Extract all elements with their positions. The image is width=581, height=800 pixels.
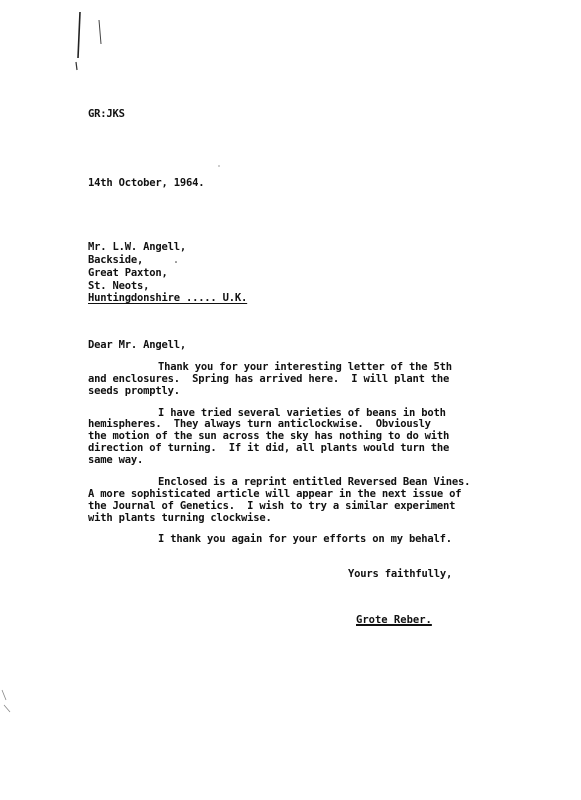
address-line: Mr. L.W. Angell, <box>88 241 186 253</box>
paragraph-line: A more sophisticated article will appear in the next issue of <box>88 488 462 500</box>
paragraph-line: same way. <box>88 454 144 466</box>
scan-mark-tail <box>76 62 77 70</box>
signature: Grote Reber. <box>356 614 432 626</box>
address-line: St. Neots, <box>88 280 150 292</box>
address-line: Huntingdonshire ..... U.K. <box>88 292 248 304</box>
paragraph-line: the motion of the sun across the sky has nothing to do with <box>88 430 450 442</box>
scan-mark-tick <box>99 20 101 44</box>
paragraph-line: Thank you for your interesting letter of the 5th <box>158 361 452 373</box>
scan-mark-left-edge <box>2 690 10 712</box>
scan-mark-top-left <box>78 12 80 58</box>
scan-speck <box>218 165 219 166</box>
paragraph-line: and enclosures. Spring has arrived here. I will plant the <box>88 373 450 385</box>
reference-code: GR:JKS <box>88 108 125 120</box>
paragraph-line: the Journal of Genetics. I wish to try a similar experiment <box>88 500 456 512</box>
letter-date: 14th October, 1964. <box>88 177 205 189</box>
address-line: Great Paxton, <box>88 267 168 279</box>
paragraph-line: I thank you again for your efforts on my behalf. <box>158 533 452 545</box>
salutation: Dear Mr. Angell, <box>88 339 186 351</box>
paragraph-line: seeds promptly. <box>88 385 180 397</box>
scan-speck <box>175 261 177 263</box>
closing: Yours faithfully, <box>348 568 453 580</box>
paragraph-line: Enclosed is a reprint entitled Reversed Bean Vines. <box>158 476 471 488</box>
paragraph-line: hemispheres. They always turn anticlockwise. Obviously <box>88 418 431 430</box>
address-line: Backside, <box>88 254 144 266</box>
paragraph-line: I have tried several varieties of beans in both <box>158 407 446 419</box>
paragraph-line: with plants turning clockwise. <box>88 512 272 524</box>
paragraph-line: direction of turning. If it did, all plants would turn the <box>88 442 450 454</box>
